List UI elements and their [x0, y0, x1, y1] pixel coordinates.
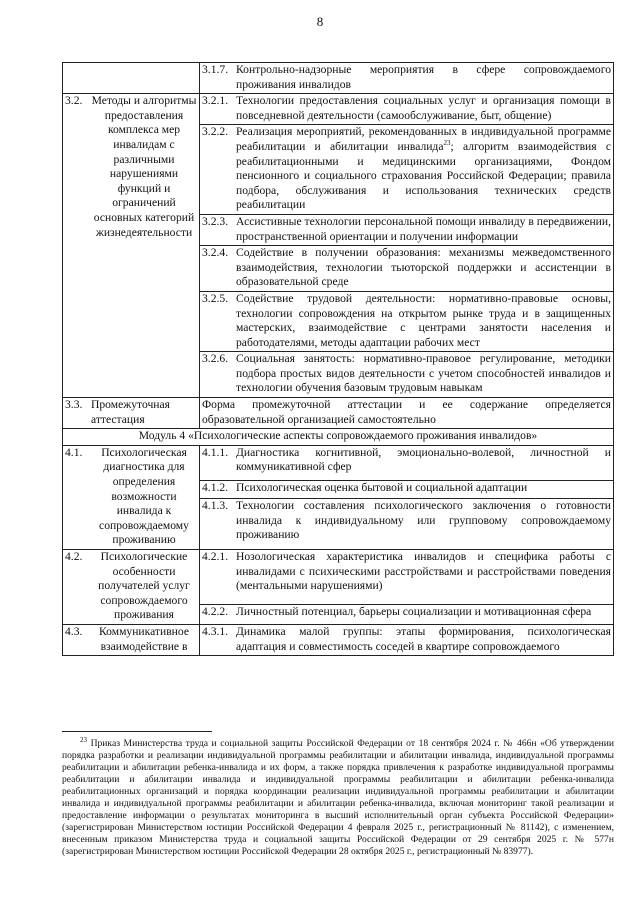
topic-text: Социальная занятость: нормативно-правовое регулирование, методики подбора простых видов деятельности с учетом способностей инвалидов и технологии обучения базовым трудовым навыкам	[236, 352, 611, 395]
topic-number: 3.2.1.	[202, 94, 229, 108]
footnote-separator	[62, 731, 212, 732]
section-cell	[63, 624, 200, 655]
section-title: Коммуникативное взаимодействие в	[99, 624, 189, 653]
page-number: 8	[316, 14, 324, 29]
topic-number: 3.2.5.	[202, 291, 229, 305]
topic-cell	[200, 480, 614, 498]
topic-text-part: ; алгоритм взаимодействия с реабилитационными и медицинскими организациями, Фондом пенсионного и социального страхования Российской Федерации; правила подбора, обслуживания и использования технических средств реабилитации	[236, 139, 611, 212]
topic-text: Динамика малой группы: этапы формирования, психологическая адаптация и совместимость соседей в квартире сопровождаемого	[236, 624, 611, 653]
topic-number: 3.2.4.	[202, 246, 229, 260]
topic-text: Технологии предоставления социальных услуг и организация помощи в повседневной деятельности (самообслуживание, быт, общение)	[236, 94, 611, 122]
topic-text-part: Реализация мероприятий, рекомендованных в индивидуальной программе реабилитации и абилитации инвалида	[236, 125, 611, 153]
section-cell	[63, 398, 200, 429]
topic-cell	[200, 445, 614, 480]
topic-number: 4.2.1.	[202, 550, 229, 563]
section-title: Промежуточная аттестация	[91, 398, 170, 426]
topic-cell	[200, 214, 614, 245]
topic-text: Личностный потенциал, барьеры социализации и мотивационная сфера	[236, 605, 592, 619]
topic-number: 3.1.7.	[202, 63, 229, 76]
section-number: 3.2.	[65, 94, 83, 108]
topic-number: 4.2.2.	[202, 605, 229, 619]
footnote-text: Приказ Министерства труда и социальной защиты Российской Федерации от 18 сентября 2024 г. № 466н «Об утверждении порядка разработки и реализации индивидуальной программы реабилитации и абилитации инвалида, индивидуальной программы реабилитации и абилитации ребенка-инвалида и их форм, а также порядка привлечения к разработке индивидуальной программы реабилитации и абилитации инвалида и индивидуальной программы реабилитации и абилитации ребенка-инвалида реабилитационных организаций и порядка координации реализации индивидуальной программы реабилитации и абилитации инвалида и индивидуальной программы реабилитации и абилитации ребенка-инвалида, включая мониторинг такой реализации и предоставление информации о результатах мониторинга в высший исполнительный орган субъекта Российской Федерации» (зарегистрирован Министерством юстиции Российской Федерации 4 февраля 2025 г., регистрационный № 81142), с изменением, внесенным приказом Министерства труда и социальной защиты Российской Федерации от 29 сентября 2025 г. № 577н (зарегистрирован Министерством юстиции Российской Федерации 28 октября 2025 г., регистрационный № 83977).	[62, 738, 614, 857]
table-row	[63, 94, 614, 125]
module-heading: Модуль 4 «Психологические аспекты сопровождаемого проживания инвалидов»	[63, 429, 614, 446]
footnote-reference: 23	[443, 139, 451, 148]
topic-text: Контрольно-надзорные мероприятия в сфере сопровождаемого проживания инвалидов	[236, 63, 611, 91]
table-row	[63, 63, 614, 94]
topic-text	[236, 125, 611, 213]
topic-text: Технологии составления психологического заключения о готовности инвалида к индивидуальному или групповому сопровождаемому проживанию	[236, 499, 611, 542]
section-number: 4.1.	[65, 445, 83, 459]
topic-cell	[200, 125, 614, 215]
topic-cell	[200, 624, 614, 655]
topic-number: 3.2.3.	[202, 214, 229, 228]
table-row	[63, 550, 614, 605]
topic-text: Диагностика когнитивной, эмоционально-волевой, личностной и коммуникативной сфер	[236, 445, 611, 474]
section-cell-empty	[63, 63, 200, 94]
section-number: 4.2.	[65, 550, 83, 563]
topic-number: 4.1.3.	[202, 499, 229, 513]
table-row	[63, 624, 614, 655]
section-cell	[63, 550, 200, 625]
topic-cell	[200, 499, 614, 550]
topic-cell	[200, 291, 614, 351]
footnote-marker: 23	[80, 735, 87, 744]
footnote	[62, 735, 614, 858]
topic-number: 3.2.6.	[202, 352, 229, 366]
table-row	[63, 445, 614, 480]
section-title: Методы и алгоритмы предоставления комплекса мер инвалидам с различными нарушениями функций и ограничений основных категорий жизнедеятельности	[91, 94, 197, 239]
topic-cell	[200, 246, 614, 292]
topic-cell	[200, 94, 614, 125]
topic-cell	[200, 63, 614, 94]
section-number: 4.3.	[65, 624, 83, 638]
table-row	[63, 398, 614, 429]
topic-text: Содействие трудовой деятельности: нормативно-правовые основы, технологии сопровождения на открытом рынке труда и в защищенных мастерских, взаимодействие с центрами занятости населения и работодателями, методы адаптации рабочих мест	[236, 291, 611, 349]
topic-text: Ассистивные технологии персональной помощи инвалиду в передвижении, пространственной ориентации и получении информации	[236, 214, 611, 243]
curriculum-table	[62, 62, 614, 656]
section-title: Психологическая диагностика для определения возможности инвалида к сопровождаемому проживанию	[99, 445, 189, 547]
topic-text: Содействие в получении образования: механизмы межведомственного взаимодействия, технологии тьюторской поддержки и ассистенции в образовательной среде	[236, 246, 611, 289]
topic-cell	[200, 550, 614, 605]
topic-cell: Форма промежуточной аттестации и ее содержание определяется образовательной организацией самостоятельно	[200, 398, 614, 429]
section-cell	[63, 94, 200, 398]
section-title: Психологические особенности получателей услуг сопровождаемого проживания	[98, 550, 190, 622]
topic-cell	[200, 605, 614, 625]
topic-text: Психологическая оценка бытовой и социальной адаптации	[236, 480, 528, 494]
topic-number: 4.3.1.	[202, 624, 229, 638]
table-row	[63, 429, 614, 446]
topic-number: 3.2.2.	[202, 125, 229, 139]
topic-text: Нозологическая характеристика инвалидов и специфика работы с инвалидами с психическими расстройствами и расстройствами поведения (ментальными нарушениями)	[236, 550, 611, 593]
section-cell	[63, 445, 200, 549]
topic-number: 4.1.2.	[202, 480, 229, 494]
section-number: 3.3.	[65, 398, 83, 412]
topic-number: 4.1.1.	[202, 445, 229, 459]
topic-cell	[200, 352, 614, 398]
